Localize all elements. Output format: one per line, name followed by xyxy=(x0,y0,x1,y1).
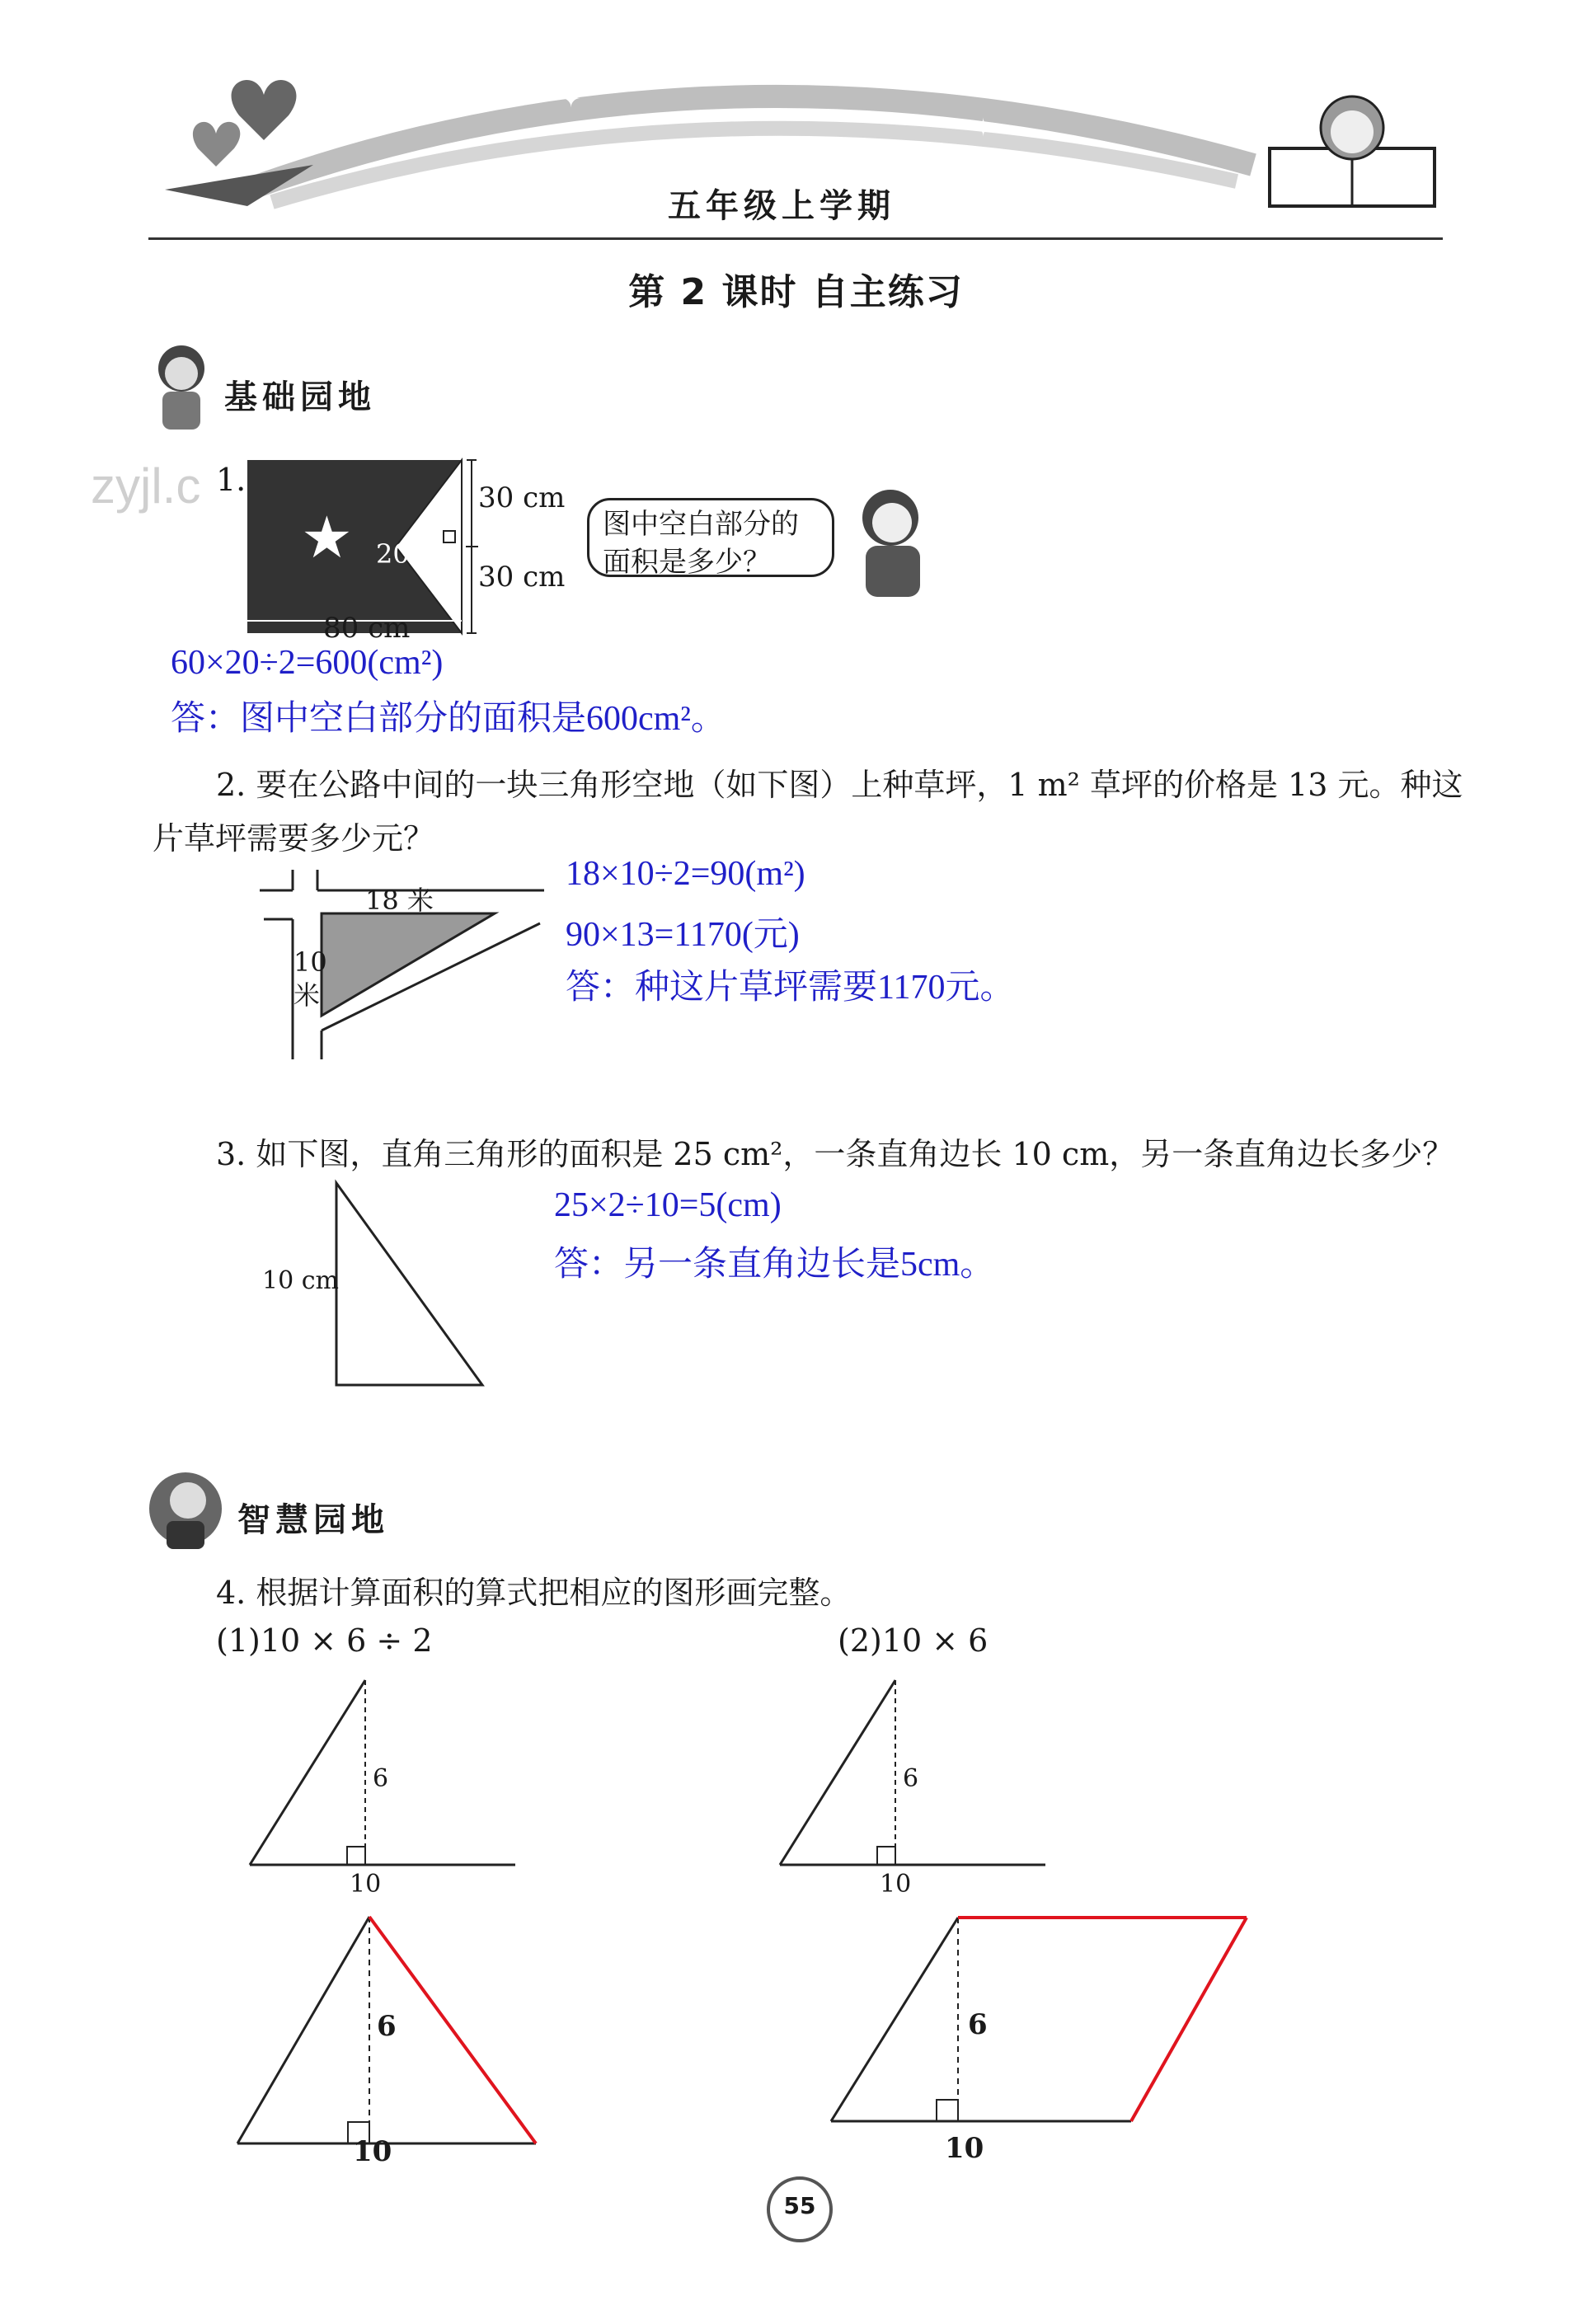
q1-speech-bubble xyxy=(587,498,834,577)
q4-part-2-drawn-side xyxy=(1131,1918,1247,2121)
q2-label-top: 18 米 xyxy=(365,885,434,916)
q4-part-2-completed-base: 10 xyxy=(945,2132,984,2165)
q4-part-1-given-base: 10 xyxy=(350,1870,382,1899)
q3-answer-line-1: 25×2÷10=5(cm) xyxy=(554,1186,782,1224)
q2-text-line-2: 片草坪需要多少元？ xyxy=(153,820,435,857)
section-basic-label: 基础园地 xyxy=(224,378,376,416)
svg-text:✦: ✦ xyxy=(973,115,994,142)
section-wisdom-label: 智慧园地 xyxy=(237,1501,389,1539)
lesson-title: 第 2 课时 自主练习 xyxy=(628,271,964,313)
reading-girl-icon xyxy=(1270,96,1435,206)
q4-part-1-label: (1)10 × 6 ÷ 2 xyxy=(216,1622,433,1659)
heart-balloons-icon xyxy=(165,80,313,206)
girl-mascot-icon xyxy=(849,486,940,602)
q1-answer-line-2: 答：图中空白部分的面积是600cm²。 xyxy=(171,700,726,738)
boy-mascot-icon xyxy=(153,342,210,433)
q3-right-triangle xyxy=(330,1179,495,1393)
q1-label-bottom: 30 cm xyxy=(478,561,566,594)
header-rule xyxy=(148,237,1443,240)
q3-label-side: 10 cm xyxy=(262,1266,339,1295)
q4-part-1-given-height: 6 xyxy=(373,1764,389,1793)
q3-text: 3. 如下图，直角三角形的面积是 25 cm²，一条直角边长 10 cm，另一条直角边长多少？ xyxy=(216,1136,1454,1172)
q4-part-2-completed-height: 6 xyxy=(968,2008,988,2041)
q2-text-line-1: 2. 要在公路中间的一块三角形空地（如下图）上种草坪，1 m² 草坪的价格是 13 元。种这 xyxy=(216,767,1463,803)
q4-part-2-completed-parallelogram xyxy=(824,1911,1253,2134)
q4-part-2-given-base: 10 xyxy=(880,1870,912,1899)
watermark: zyjl.c xyxy=(91,458,201,514)
q2-label-side-1: 10 xyxy=(294,946,327,978)
q1-answer-line-1: 60×20÷2=600(cm²) xyxy=(171,644,444,682)
q3-answer-line-2: 答：另一条直角边长是5cm。 xyxy=(554,1246,995,1284)
bubble-line-2: 面积是多少？ xyxy=(603,546,771,579)
q2-label-side-2: 米 xyxy=(294,979,321,1011)
q1-label-width: 80 cm xyxy=(323,612,411,645)
q4-part-2-given-height: 6 xyxy=(903,1764,919,1793)
q4-part-1-completed-height: 6 xyxy=(377,2010,397,2043)
page-number: 55 xyxy=(767,2176,833,2242)
q4-text: 4. 根据计算面积的算式把相应的图形画完整。 xyxy=(216,1575,852,1611)
header-grade-title: 五年级上学期 xyxy=(668,187,895,225)
svg-text:✦: ✦ xyxy=(561,86,582,113)
q1-number: 1. xyxy=(216,462,247,498)
q4-part-1-completed-base: 10 xyxy=(353,2135,392,2168)
q1-label-notch: 20 cm xyxy=(376,538,458,570)
star-icon: ★ xyxy=(301,507,353,570)
bubble-line-1: 图中空白部分的 xyxy=(603,508,799,541)
q2-answer-line-3: 答：种这片草坪需要1170元。 xyxy=(566,969,1015,1007)
q2-answer-line-1: 18×10÷2=90(m²) xyxy=(566,855,805,893)
q4-part-2-label: (2)10 × 6 xyxy=(838,1622,989,1659)
thinking-boy-mascot-icon xyxy=(148,1463,223,1554)
q2-answer-line-2: 90×13=1170(元) xyxy=(566,916,800,954)
q1-label-top: 30 cm xyxy=(478,481,566,514)
